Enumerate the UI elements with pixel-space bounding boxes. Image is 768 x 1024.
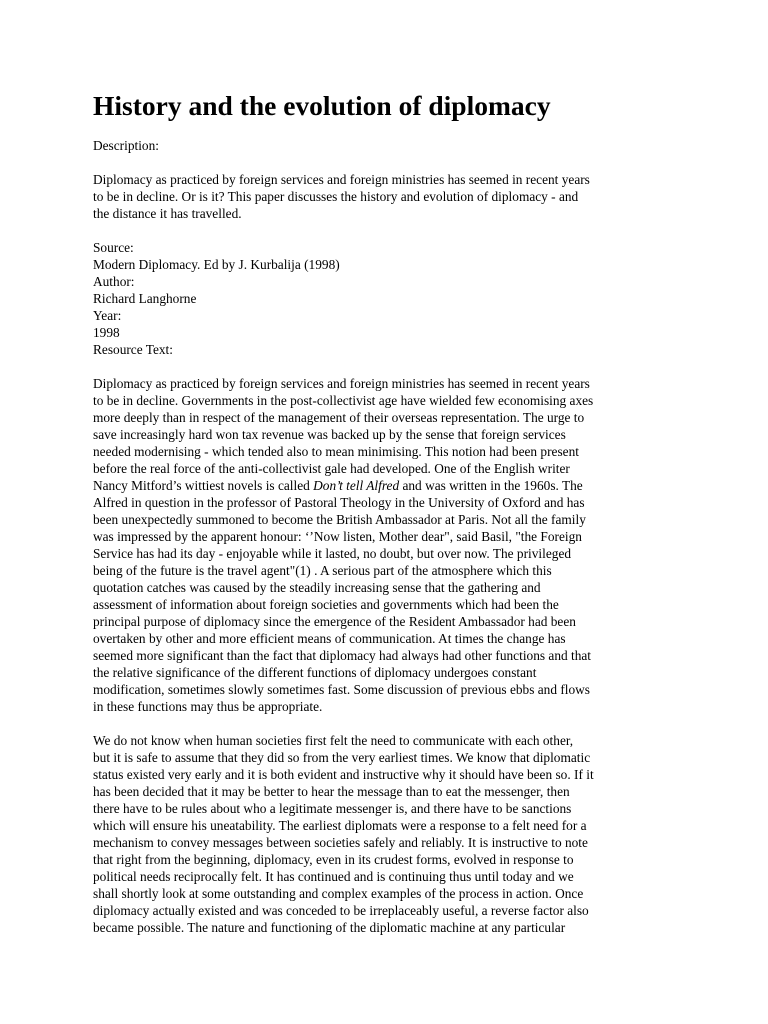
text-line: shall shortly look at some outstanding and complex examples of the process in action. Once <box>93 886 584 901</box>
text-line: seemed more significant than the fact that diplomacy had always had other functions and that <box>93 648 592 663</box>
text-line: the distance it has travelled. <box>93 206 242 221</box>
text-line: to be in decline. Or is it? This paper discusses the history and evolution of diplomacy - and <box>93 189 579 204</box>
text-line: Service has had its day - enjoyable while it lasted, no doubt, but over now. The privileged <box>93 546 572 561</box>
text-line: been unexpectedly summoned to become the British Ambassador at Paris. Not all the family <box>93 512 586 527</box>
source-label: Source: <box>93 240 134 255</box>
page-title: History and the evolution of diplomacy <box>93 90 551 121</box>
text-line: that right from the beginning, diplomacy, even in its crudest forms, evolved in response to <box>93 852 574 867</box>
metadata-block <box>93 239 683 358</box>
author-label: Author: <box>93 274 135 289</box>
text-line: overtaken by other and more efficient means of communication. At times the change has <box>93 631 566 646</box>
paragraph-1 <box>93 375 683 715</box>
year-value: 1998 <box>93 325 120 340</box>
spacer <box>93 358 683 375</box>
text-line: assessment of information about foreign societies and governments which had been the <box>93 597 559 612</box>
text-line: more deeply than in respect of the management of their overseas representation. The urge to <box>93 410 585 425</box>
source-value: Modern Diplomacy. Ed by J. Kurbalija (1998) <box>93 257 340 272</box>
text-line: quotation catches was caused by the steadily increasing sense that the gathering and <box>93 580 541 595</box>
text-line: modification, sometimes slowly sometimes fast. Some discussion of previous ebbs and flows <box>93 682 591 697</box>
text-line: needed modernising - which tended also to mean minimising. This notion had been present <box>93 444 579 459</box>
spacer <box>93 715 683 732</box>
text-line: save increasingly hard won tax revenue was backed up by the sense that foreign services <box>93 427 566 442</box>
text-line: We do not know when human societies first felt the need to communicate with each other, <box>93 733 574 748</box>
document-body <box>93 137 683 936</box>
text-line: mechanism to convey messages between societies safely and reliably. It is instructive to note <box>93 835 588 850</box>
text-line: political needs reciprocally felt. It has continued and is continuing thus until today and we <box>93 869 574 884</box>
text-line: Alfred in question in the professor of Pastoral Theology in the University of Oxford and has <box>93 495 585 510</box>
text-segment: Nancy Mitford’s wittiest novels is called <box>93 478 314 493</box>
text-line: before the real force of the anti-collectivist gale had developed. One of the English writer <box>93 461 570 476</box>
text-line: to be in decline. Governments in the post-collectivist age have wielded few economising axes <box>93 393 594 408</box>
text-line: principal purpose of diplomacy since the emergence of the Resident Ambassador had been <box>93 614 576 629</box>
paragraph-2 <box>93 732 683 936</box>
book-title: Don’t tell Alfred <box>313 478 400 493</box>
text-line: Diplomacy as practiced by foreign services and foreign ministries has seemed in recent years <box>93 376 590 391</box>
text-line: in these functions may thus be appropriate. <box>93 699 323 714</box>
author-value: Richard Langhorne <box>93 291 197 306</box>
spacer <box>93 222 683 239</box>
text-line: but it is safe to assume that they did so from the very earliest times. We know that diplomatic <box>93 750 591 765</box>
text-line: being of the future is the travel agent"(1) . A serious part of the atmosphere which this <box>93 563 552 578</box>
text-line-with-italic <box>93 477 683 494</box>
text-segment: and was written in the 1960s. The <box>399 478 583 493</box>
text-line: became possible. The nature and functioning of the diplomatic machine at any particular <box>93 920 566 935</box>
description-label: Description: <box>93 138 159 153</box>
text-line: Diplomacy as practiced by foreign services and foreign ministries has seemed in recent years <box>93 172 590 187</box>
resource-text-label: Resource Text: <box>93 342 173 357</box>
text-line: there have to be rules about who a legitimate messenger is, and there have to be sanctions <box>93 801 572 816</box>
text-line: which will ensure his uneatability. The earliest diplomats were a response to a felt need for a <box>93 818 587 833</box>
text-line: has been decided that it may be better to hear the message than to eat the messenger, then <box>93 784 570 799</box>
text-line: diplomacy actually existed and was conceded to be irreplaceably useful, a reverse factor also <box>93 903 589 918</box>
text-line: was impressed by the apparent honour: ‘’Now listen, Mother dear", said Basil, "the Foreign <box>93 529 582 544</box>
year-label: Year: <box>93 308 122 323</box>
text-line: status existed very early and it is both evident and instructive why it should have been so. If it <box>93 767 594 782</box>
text-line: the relative significance of the different functions of diplomacy undergoes constant <box>93 665 537 680</box>
spacer <box>93 154 683 171</box>
description-paragraph <box>93 171 683 222</box>
